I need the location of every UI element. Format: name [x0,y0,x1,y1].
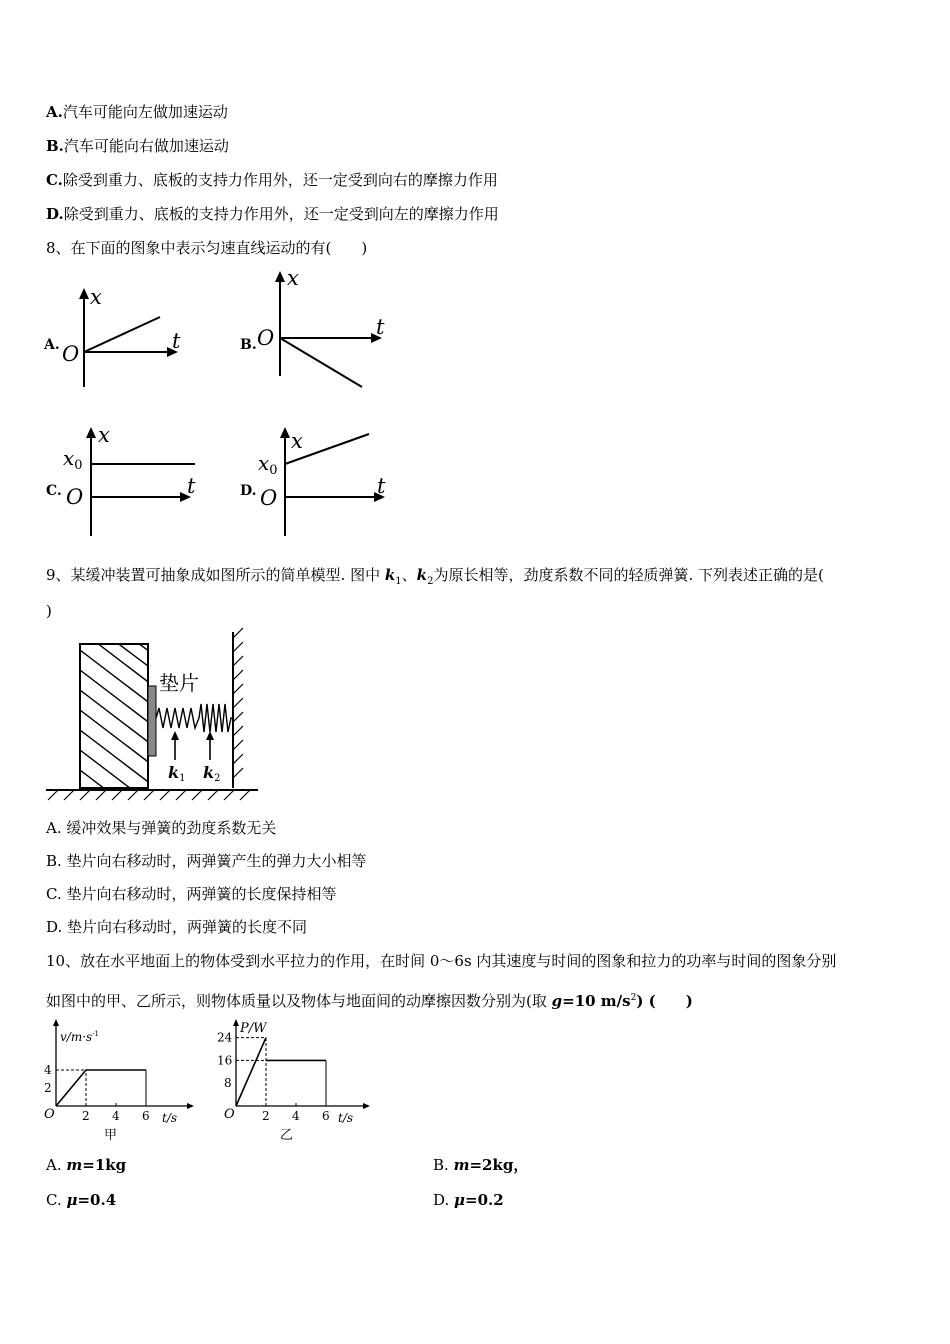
q10-stem-line2 [46,988,693,1011]
x0-label: $x_0$ [63,446,83,473]
k1-label: k1 [168,763,186,784]
q10-option-c [46,1190,116,1210]
option-text: 汽车可能向右做加速运动 [63,137,229,155]
origin-label: O [257,326,275,350]
k1-subscript: 1 [395,576,402,587]
q9-option-b: B. 垫片向右移动时，两弹簧产生的弹力大小相等 [46,852,367,870]
q10-option-b [433,1155,528,1175]
spring-k1 [156,708,199,728]
x-axis-label: t [187,474,196,498]
option-value: =0.2 [465,1191,504,1209]
x-axis-arrow [363,1103,370,1109]
option-letter: C. [46,171,63,189]
x-tick-label: 6 [322,1109,330,1123]
x-axis-label: t [172,329,181,353]
x-axis-label: t [377,474,386,498]
y-tick-label: 16 [217,1053,233,1068]
stem-text: 为原长相等，劲度系数不同的轻质弹簧. 下列表述正确的是( [433,566,824,584]
q10-option-d [433,1190,504,1210]
q7-option-d [46,204,499,224]
y-axis-label: x [90,285,102,309]
option-symbol: m [453,1156,470,1174]
q8-graph-c [44,424,204,539]
option-text: 除受到重力、底板的支持力作用外，还一定受到向左的摩擦力作用 [63,205,499,223]
option-prefix: C. [46,1191,67,1209]
option-value: =0.4 [77,1191,117,1209]
q7-option-a [46,102,228,122]
chart-caption: 甲 [104,1128,118,1143]
q7-option-c [46,170,498,190]
origin-label: O [44,1107,55,1122]
option-symbol: μ [66,1191,78,1209]
option-prefix: A. [46,1156,67,1174]
x-axis-label: t/s [162,1111,178,1125]
y-axis-label: x [291,429,303,453]
superscript: 2 [630,993,637,1003]
separator: 、 [401,566,417,584]
y-axis-arrow [233,1019,239,1026]
pad-label: 垫片 [159,671,199,695]
option-letter: A. [46,103,63,121]
series-line [236,1038,266,1106]
origin-label: O [260,486,278,510]
y-axis-label: x [98,423,110,447]
k2-label: k2 [203,763,221,784]
option-text: 汽车可能向左做加速运动 [62,103,228,121]
chart-jia-velocity-time [40,1018,200,1144]
q8-stem: 8、在下面的图象中表示匀速直线运动的有( ) [46,239,368,257]
option-symbol: m [66,1156,83,1174]
x-axis-label: t [376,315,385,339]
x-tick-label: 6 [142,1109,150,1123]
q10-stem-line1: 10、放在水平地面上的物体受到水平拉力的作用，在时间 0～6s 内其速度与时间的图象和拉力的功率与时间的图象分别 [46,952,837,970]
q9-option-a: A. 缓冲效果与弹簧的劲度系数无关 [46,819,277,837]
q8-graph-a [44,285,194,395]
k2-subscript: 2 [427,576,434,587]
stem-text: ) ( ) [636,992,693,1010]
y-tick-label: 2 [44,1081,52,1095]
chart-caption: 乙 [280,1128,294,1143]
q9-buffer-diagram [44,628,264,804]
origin-label: O [224,1107,235,1122]
q9-stem-close: ) [46,602,52,620]
g-symbol: g [551,992,563,1010]
q9-option-d: D. 垫片向右移动时，两弹簧的长度不同 [46,918,308,936]
spring-k2 [199,704,233,732]
graph-letter: C. [46,483,62,499]
stem-text: =10 m/s [562,992,631,1010]
option-letter: D. [46,205,64,223]
origin-label: O [62,342,80,366]
x-tick-label: 4 [112,1109,120,1123]
y-tick-label: 8 [224,1076,232,1091]
option-text: 除受到重力、底板的支持力作用外，还一定受到向右的摩擦力作用 [62,171,498,189]
y-axis-label: P/W [240,1021,267,1036]
q10-option-a [46,1155,126,1175]
graph-letter: A. [44,337,60,353]
series-line [56,1070,146,1106]
x0-label: $x_0$ [258,451,278,478]
y-axis-label: $v/m\cdot s^{-1}$ [60,1030,100,1044]
ground-hatching [48,790,250,800]
graph-letter: D. [240,483,257,499]
y-tick-label: 24 [217,1030,233,1045]
x-axis-label: t/s [338,1111,354,1125]
stem-text: 如图中的甲、乙所示，则物体质量以及物体与地面间的动摩擦因数分别为(取 [46,992,552,1010]
y-axis-arrow [53,1019,59,1026]
x-tick-label: 4 [292,1109,300,1123]
k2-symbol: k [416,566,428,584]
pad [148,686,156,756]
q9-stem [46,565,824,592]
x-tick-label: 2 [82,1109,90,1123]
y-tick-label: 4 [44,1063,52,1077]
chart-yi-power-time [216,1018,376,1144]
q9-option-c: C. 垫片向右移动时，两弹簧的长度保持相等 [46,885,337,903]
q7-option-b [46,136,229,156]
option-letter: B. [46,137,64,155]
q8-graph-b [238,268,398,393]
origin-label: O [66,485,84,509]
y-axis-label: x [287,266,299,290]
option-value: =1kg [82,1156,127,1174]
x-tick-label: 2 [262,1109,270,1123]
option-prefix: D. [433,1191,455,1209]
x-axis-arrow [187,1103,194,1109]
option-symbol: μ [454,1191,466,1209]
k1-symbol: k [384,566,396,584]
stem-text: 9、某缓冲装置可抽象成如图所示的简单模型. 图中 [46,566,385,584]
wall-hatching [233,628,243,778]
q8-graph-d [238,424,398,539]
graph-letter: B. [240,337,257,353]
option-value: =2kg， [469,1156,529,1174]
option-prefix: B. [433,1156,454,1174]
